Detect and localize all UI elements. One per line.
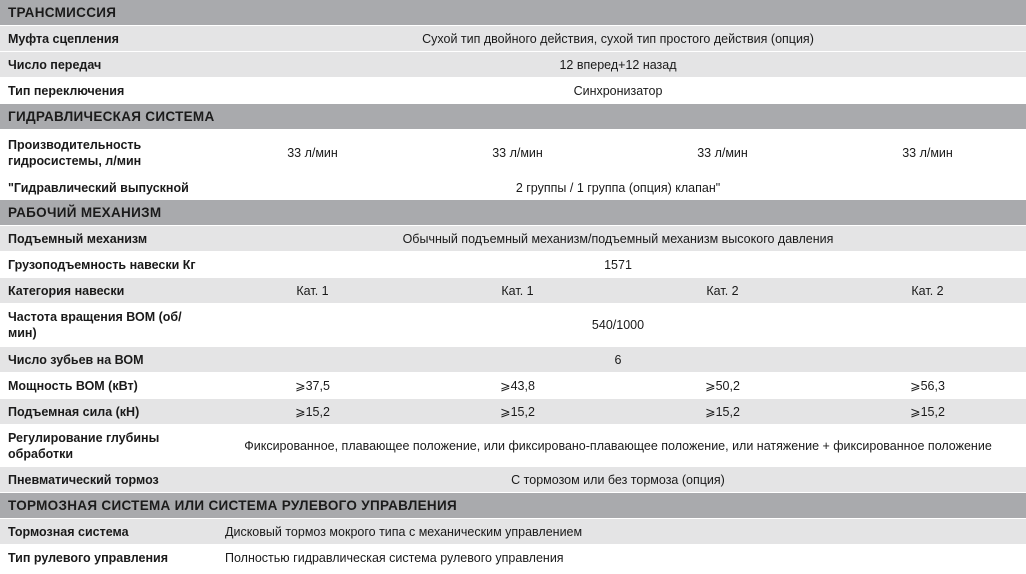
- row-value: 2 группы / 1 группа (опция) клапан": [515, 180, 721, 195]
- row-label: Тормозная система: [8, 524, 129, 539]
- row-label: Частота вращения ВОМ (об/мин): [8, 310, 182, 340]
- row-cell: 33 л/мин: [902, 145, 953, 160]
- row-value: Фиксированное, плавающее положение, или фиксировано-плавающее положение, или натяжение + фиксированное положение: [244, 438, 992, 453]
- row-cell: ⩾15,2: [705, 405, 740, 419]
- table-row: [0, 373, 1026, 399]
- row-label: Число передач: [8, 57, 102, 72]
- row-label: Подъемная сила (кН): [8, 404, 140, 419]
- table-row: [0, 278, 1026, 304]
- row-cell: Кат. 2: [911, 283, 944, 298]
- table-row: [0, 347, 1026, 373]
- row-cell: 33 л/мин: [697, 145, 748, 160]
- table-row: [0, 226, 1026, 252]
- row-label: Производительность гидросистемы, л/мин: [8, 137, 142, 168]
- table-row: [0, 78, 1026, 104]
- table-row: [0, 130, 1026, 176]
- row-value: 1571: [604, 257, 632, 272]
- section-header-hydraulics: ГИДРАВЛИЧЕСКАЯ СИСТЕМА: [0, 104, 1026, 130]
- row-value: Полностью гидравлическая система рулевого управления: [225, 550, 564, 565]
- table-row: [0, 545, 1026, 571]
- row-cell: ⩾15,2: [910, 405, 945, 419]
- row-cell: Кат. 2: [706, 283, 739, 298]
- row-label: Пневматический тормоз: [8, 472, 159, 487]
- table-row: [0, 252, 1026, 278]
- row-cell: 33 л/мин: [287, 145, 338, 160]
- row-value: 540/1000: [591, 318, 645, 332]
- table-row: [0, 467, 1026, 493]
- section-header-working-mechanism: РАБОЧИЙ МЕХАНИЗМ: [0, 200, 1026, 226]
- row-label: Регулирование глубины обработки: [8, 430, 160, 461]
- row-label: Муфта сцепления: [8, 31, 119, 46]
- row-label: "Гидравлический выпускной: [8, 180, 189, 195]
- row-value: Обычный подъемный механизм/подъемный механизм высокого давления: [402, 231, 834, 246]
- row-label: Тип рулевого управления: [8, 550, 169, 565]
- row-cell: ⩾15,2: [500, 405, 535, 419]
- row-label: Тип переключения: [8, 83, 125, 98]
- row-value: Сухой тип двойного действия, сухой тип простого действия (опция): [422, 31, 814, 46]
- row-value: С тормозом или без тормоза (опция): [511, 472, 725, 487]
- row-label: Подъемный механизм: [8, 231, 148, 246]
- row-cell: Кат. 1: [501, 283, 534, 298]
- table-row: [0, 399, 1026, 425]
- table-row: [0, 304, 1026, 347]
- row-value: Дисковый тормоз мокрого типа с механическим управлением: [225, 524, 583, 539]
- row-value: 6: [614, 352, 622, 367]
- row-cell: ⩾37,5: [295, 379, 330, 393]
- row-cell: 33 л/мин: [492, 145, 543, 160]
- row-cell: ⩾50,2: [705, 379, 740, 393]
- row-value: 12 вперед+12 назад: [559, 57, 677, 72]
- table-row: [0, 519, 1026, 545]
- table-row: [0, 425, 1026, 467]
- row-cell: ⩾15,2: [295, 405, 330, 419]
- row-cell: ⩾43,8: [500, 379, 535, 393]
- table-row: [0, 26, 1026, 52]
- table-row: [0, 52, 1026, 78]
- row-cell: Кат. 1: [296, 283, 329, 298]
- section-header-transmission: ТРАНСМИССИЯ: [0, 0, 1026, 26]
- table-row: [0, 176, 1026, 200]
- section-header-brakes-steering: ТОРМОЗНАЯ СИСТЕМА ИЛИ СИСТЕМА РУЛЕВОГО УПРАВЛЕНИЯ: [0, 493, 1026, 519]
- row-label: Грузоподъемность навески Кг: [8, 257, 196, 272]
- row-label: Число зубьев на ВОМ: [8, 352, 144, 367]
- row-value: Синхронизатор: [573, 83, 663, 98]
- row-label: Категория навески: [8, 283, 125, 298]
- row-label: Мощность ВОМ (кВт): [8, 378, 138, 393]
- row-cell: ⩾56,3: [910, 379, 945, 393]
